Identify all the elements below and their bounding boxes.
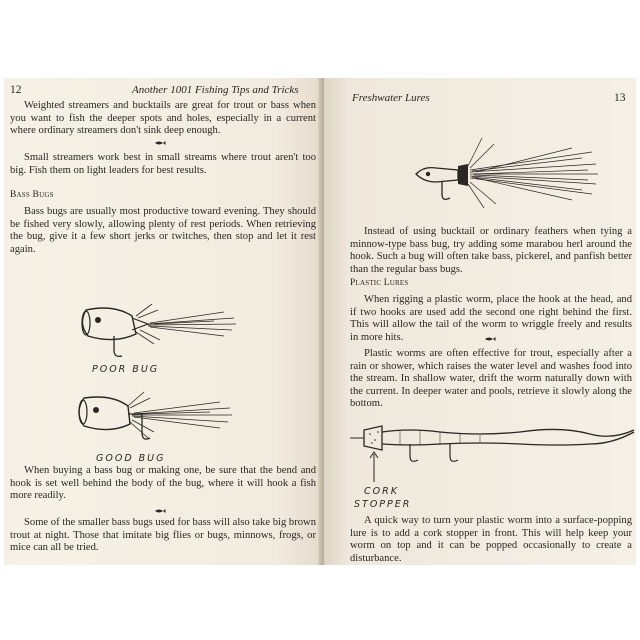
paragraph-cork-stopper: A quick way to turn your plastic worm into a surface-popping lure is to add a cork stopper in front. This will help keep your worm on top and it can be popped occasionally to create a disturbance. bbox=[350, 515, 632, 564]
right-page bbox=[324, 78, 636, 565]
page-number-right: 13 bbox=[614, 92, 626, 104]
paragraph-marabou-herl: Instead of using bucktail or ordinary feathers when tying a minnow-type bass bug, try adding some marabou herl around the hook. Such a bug will often take bass, pickerel, and panfish better than the regular bass bugs. bbox=[350, 226, 632, 275]
running-head-right: Freshwater Lures bbox=[352, 92, 430, 104]
good-bug-illustration bbox=[70, 388, 240, 450]
cork-worm-illustration bbox=[350, 416, 636, 486]
paragraph-buying-bass-bug: When buying a bass bug or making one, be sure that the bend and hook is set well behind the body of the bug, where it will hook a fish more readily. bbox=[10, 465, 316, 502]
running-head-left: Another 1001 Fishing Tips and Tricks bbox=[132, 84, 299, 96]
paragraph-bass-bugs-evening: Bass bugs are usually most productive toward evening. They should be fished very slowly, allowing plenty of rest periods. When retrieving the bug, give it a few short jerks or twitches, then stop and let it rest again. bbox=[10, 206, 316, 255]
fish-ornament-icon bbox=[154, 508, 166, 514]
page-number-left: 12 bbox=[10, 84, 22, 96]
caption-poor-bug: POOR BUG bbox=[92, 364, 160, 375]
caption-stopper: STOPPER bbox=[354, 499, 412, 510]
left-page bbox=[4, 78, 322, 565]
paragraph-small-streamers: Small streamers work best in small streams where trout aren't too big. Fish them on light leaders for best results. bbox=[10, 152, 316, 176]
paragraph-rigging-plastic-worm: When rigging a plastic worm, place the hook at the head, and if two hooks are used add the second one right behind the first. This will allow the tail of the worm to wriggle freely and results in more hits. bbox=[350, 294, 632, 343]
paragraph-plastic-worms-trout: Plastic worms are often effective for trout, especially after a rain or shower, which raises the water level and washes food into the stream. In shallow water, drift the worm naturally down with the current. In deeper water and pools, retrieve it slowly along the bottom. bbox=[350, 348, 632, 410]
heading-plastic-lures: Plastic Lures bbox=[350, 278, 409, 288]
book-spread bbox=[0, 78, 640, 565]
fish-ornament-icon bbox=[154, 140, 166, 146]
marabou-bug-illustration bbox=[412, 130, 602, 212]
paragraph-smaller-bass-bugs: Some of the smaller bass bugs used for bass will also take big brown trout at night. Those that imitate big flies or bugs, minnows, frogs, or mice can all be tried. bbox=[10, 517, 316, 554]
paragraph-weighted-streamers: Weighted streamers and bucktails are great for trout or bass when you want to fish the deeper spots and holes, especially in a current where ordinary streamers don't sink deep enough. bbox=[10, 100, 316, 137]
caption-cork: CORK bbox=[364, 486, 399, 497]
fish-ornament-icon bbox=[484, 336, 496, 342]
heading-bass-bugs: Bass Bugs bbox=[10, 190, 54, 200]
caption-good-bug: GOOD BUG bbox=[96, 453, 166, 464]
poor-bug-illustration bbox=[74, 296, 244, 362]
